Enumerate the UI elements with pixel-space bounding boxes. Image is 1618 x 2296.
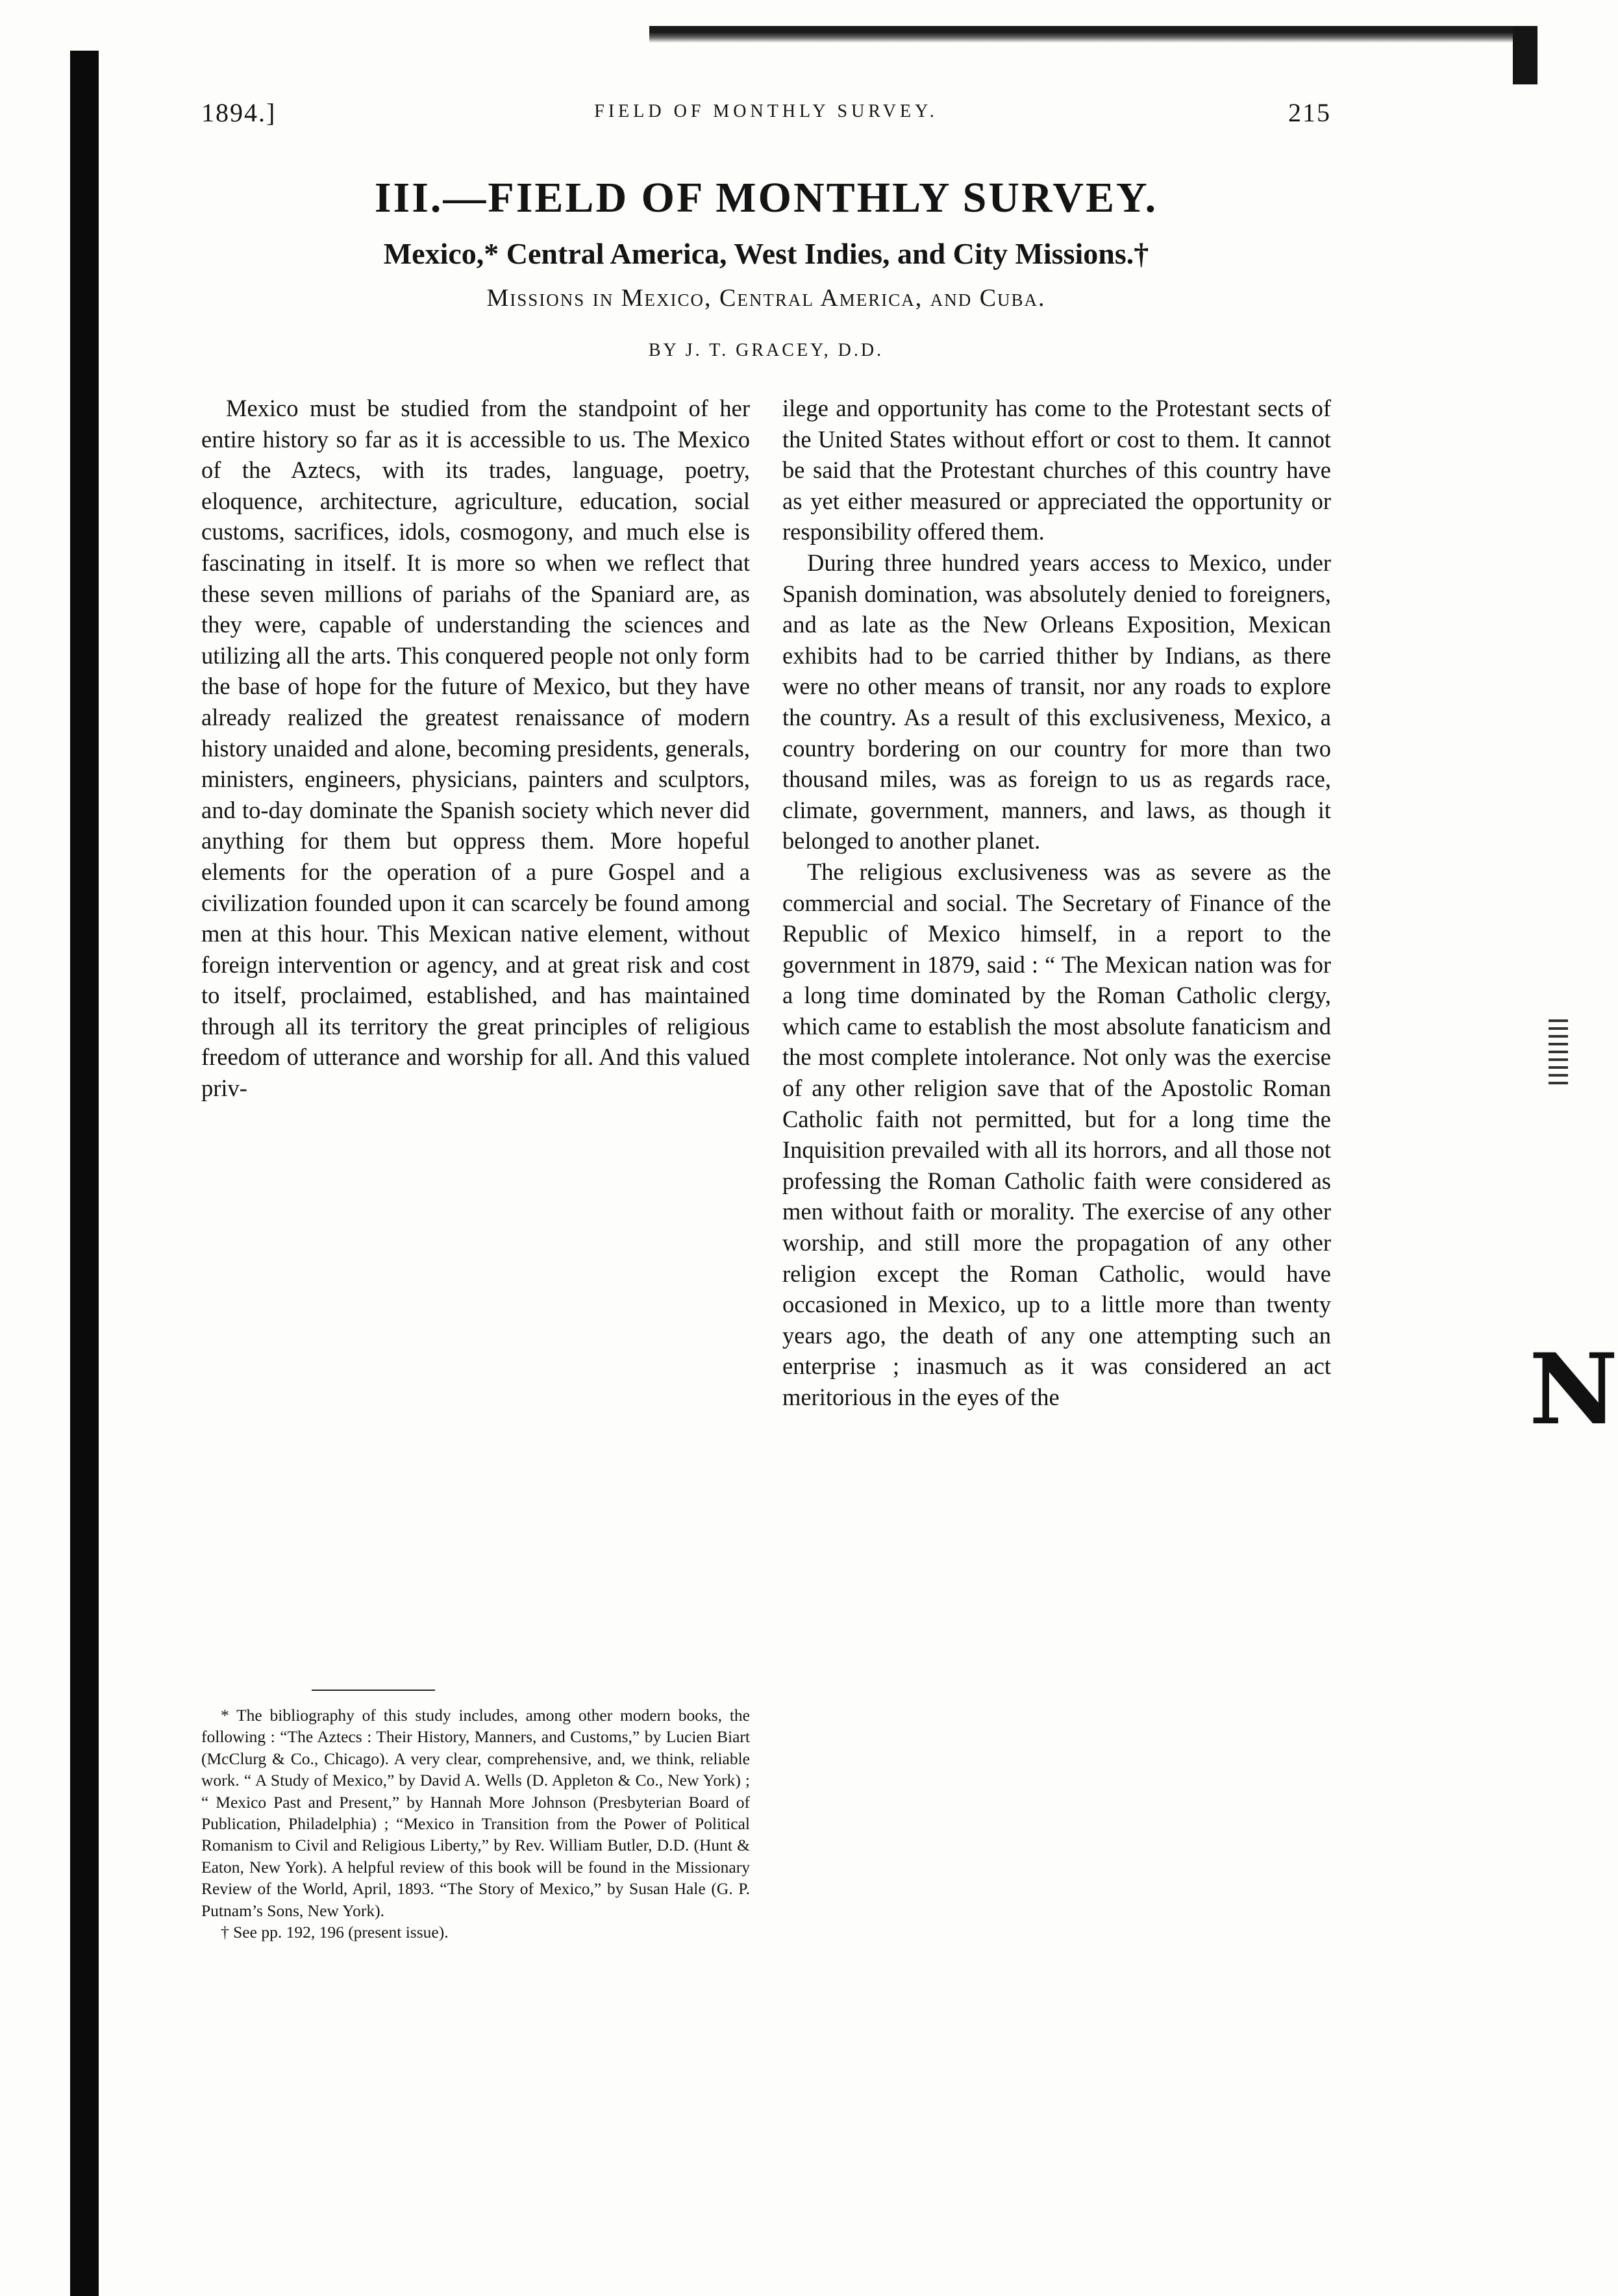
right-column: [782, 393, 1331, 1413]
running-head-title: FIELD OF MONTHLY SURVEY.: [594, 101, 938, 121]
footnote-cross-reference: † See pp. 192, 196 (present issue).: [221, 1923, 449, 1942]
footnote-bibliography: * The bibliography of this study includes, among other modern books, the following : “The Aztecs : Their History, Manners, and Customs,” by Lucien Biart (McClurg & Co., Chicago). A very clear, comprehensive, and, we think, reliable work. “ A Study of Mexico,” by David A. Wells (D. Appleton & Co., New York) ; “ Mexico Past and Present,” by Hannah More Johnson (Presbyterian Board of Publication, Philadelphia) ; “Mexico in Transition from the Power of Political Romanism to Civil and Religious Liberty,” by Rev. William Butler, D.D. (Hunt & Eaton, New York). A helpful review of this book will be found in the Missionary Review of the World, April, 1893. “The Story of Mexico,” by Susan Hale (G. P. Putnam’s Sons, New York).: [201, 1706, 750, 1920]
scan-edge-top: [649, 26, 1537, 43]
left-column: [201, 393, 750, 1104]
margin-letter-mark: N: [1529, 1332, 1618, 1447]
running-head-year: 1894.]: [201, 98, 277, 127]
footnotes: [201, 1704, 750, 1943]
article-sub-subtitle: Missions in Mexico, Central America, and Cuba.: [486, 284, 1046, 312]
footnote-rule: [312, 1690, 435, 1691]
margin-mark: [1549, 1019, 1568, 1084]
scan-edge-top-corner: [1513, 26, 1537, 84]
paragraph: Mexico must be studied from the standpoint of her entire history so far as it is accessible to us. The Mexico of the Aztecs, with its trades, language, poetry, eloquence, architecture, agriculture, education, social customs, sacrifices, idols, cosmogony, and much else is fascinating in itself. It is more so when we reflect that these seven millions of pariahs of the Spaniard are, as they were, capable of understanding the sciences and utilizing all the arts. This conquered people not only form the base of hope for the future of Mexico, but they have already realized the greatest renaissance of modern history unaided and alone, becoming presidents, generals, ministers, engineers, physicians, painters and sculptors, and to-day dominate the Spanish society which never did anything for them but oppress them. More hopeful elements for the operation of a pure Gospel and a civilization founded upon it can scarcely be found among men at this hour. This Mexican native element, without foreign intervention or agency, and at great risk and cost to itself, proclaimed, established, and has maintained through all its territory the great principles of religious freedom of utterance and worship for all. And this valued priv-: [201, 395, 750, 1102]
section-title: III.—FIELD OF MONTHLY SURVEY.: [374, 174, 1158, 221]
article-subtitle: Mexico,* Central America, West Indies, and City Missions.†: [383, 237, 1149, 270]
scan-binding-shadow: [70, 51, 99, 2296]
paragraph: The religious exclusiveness was as severe as the commercial and social. The Secretary of Finance of the Republic of Mexico himself, in a report to the government in 1879, said : “ The Mexican nation was for a long time dominated by the Roman Catholic clergy, which came to establish the most absolute fanaticism and the most complete intolerance. Not only was the exercise of any other religion save that of the Apostolic Roman Catholic faith not permitted, but for a long time the Inquisition prevailed with all its horrors, and all those not professing the Roman Catholic faith were considered as men without faith or morality. The exercise of any other worship, and still more the propagation of any other religion except the Roman Catholic, would have occasioned in Mexico, up to a little more than twenty years ago, the death of any one attempting such an enterprise ; inasmuch as it was considered an act meritorious in the eyes of the: [782, 858, 1331, 1410]
page: [201, 97, 1331, 2240]
paragraph: ilege and opportunity has come to the Protestant sects of the United States without effort or cost to them. It cannot be said that the Protestant churches of this country have as yet either measured or appreciated the opportunity or responsibility offered them.: [782, 395, 1331, 545]
paragraph: During three hundred years access to Mexico, under Spanish domination, was absolutely denied to foreigners, and as late as the New Orleans Exposition, Mexican exhibits had to be carried thither by Indians, as there were no other means of transit, nor any roads to explore the country. As a result of this exclusiveness, Mexico, a country bordering on our country for more than two thousand miles, was as foreign to us as regards race, climate, government, manners, and laws, as though it belonged to another planet.: [782, 549, 1331, 855]
article-heading: [201, 172, 1331, 363]
running-head: [201, 97, 1331, 136]
byline: BY J. T. GRACEY, D.D.: [648, 340, 884, 360]
page-number: 215: [1288, 98, 1331, 127]
